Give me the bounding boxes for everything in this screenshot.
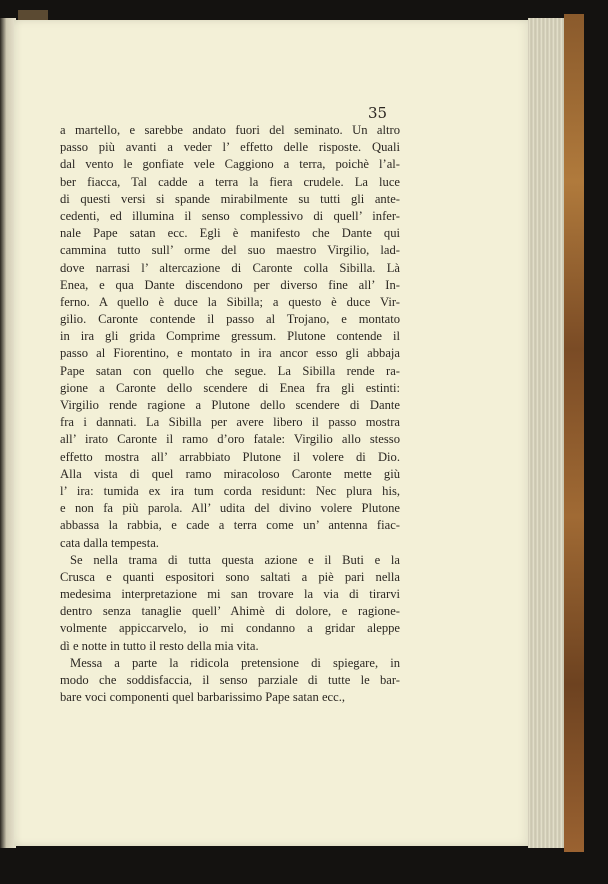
text-line: Crusca e quanti espositori sono saltati a piè pari nella xyxy=(60,569,400,584)
text-line: di questi versi si spande mirabilmente su tutti gli ante- xyxy=(60,191,400,206)
page-block-edge xyxy=(528,18,568,848)
text-line: ber fiacca, Tal cadde a terra la fiera crudele. La luce xyxy=(60,174,400,189)
text-line: medesima interpretazione mi san trovare la via di tirarvi xyxy=(60,587,400,602)
paragraph-1 xyxy=(60,122,400,552)
text-line: dentro senza tanaglie quell’ Ahimè di dolore, e ragione- xyxy=(60,604,400,619)
text-line: passo più avanti a veder l’ effetto delle risposte. Quali xyxy=(60,140,400,155)
text-line: all’ irato Caronte il ramo d’oro fatale: Virgilio allo stesso xyxy=(60,432,400,447)
paragraph-3 xyxy=(60,655,400,707)
book-cover-edge xyxy=(564,14,584,852)
text-line: cammina tutto sull’ orme del suo maestro Virgilio, lad- xyxy=(60,243,400,258)
text-line: a martello, e sarebbe andato fuori del seminato. Un altro xyxy=(60,123,400,137)
text-line: cedenti, ed illumina il senso complessivo di quell’ infer- xyxy=(60,208,400,223)
page-number: 35 xyxy=(368,104,388,122)
text-line: abbassa la rabbia, e cade a terra come un’ antenna fiac- xyxy=(60,518,400,533)
text-line: modo che soddisfaccia, il senso parziale di tutte le bar- xyxy=(60,673,400,687)
text-line: cata dalla tempesta. xyxy=(60,535,159,550)
text-line: Alla vista di quel ramo miracoloso Caronte mette giù xyxy=(60,466,400,481)
text-line: Pape satan con quello che segue. La Sibilla rende ra- xyxy=(60,363,400,378)
text-line: Messa a parte la ridicola pretensione di spiegare, in xyxy=(70,655,400,670)
paragraph-2 xyxy=(60,552,400,655)
text-line: Se nella trama di tutta questa azione e il Buti e la xyxy=(70,552,400,567)
text-line: l’ ira: tumida ex ira tum corda residunt: Nec plura his, xyxy=(60,483,400,498)
text-line: e non fa più parola. All’ udita del divino volere Plutone xyxy=(60,501,400,516)
text-line: in ira gli grida Comprime gressum. Plutone contende il xyxy=(60,329,400,344)
body-text xyxy=(60,122,400,706)
text-line: volmente appiccarvelo, io mi condanno a gridar aleppe xyxy=(60,621,400,636)
text-line: dì e notte in tutto il resto della mia vita. xyxy=(60,638,259,653)
text-line: effetto mostra all’ arrabbiato Plutone il volere di Dio. xyxy=(60,449,400,464)
text-line: bare voci componenti quel barbarissimo Pape satan ecc., xyxy=(60,690,346,705)
text-line: ferno. A quello è duce la Sibilla; a questo è duce Vir- xyxy=(60,294,400,309)
text-line: passo al Fiorentino, e montato in ira ancor esso gli abbaja xyxy=(60,346,400,361)
text-line: nale Pape satan ecc. Egli è manifesto che Dante qui xyxy=(60,226,400,241)
text-line: Enea, e qua Dante discendono per diverso fine all’ In- xyxy=(60,277,400,292)
text-line: dal vento le gonfiate vele Caggiono a terra, poichè l’al- xyxy=(60,157,400,172)
text-line: dove narrasi l’ altercazione di Caronte colla Sibilla. Là xyxy=(60,260,400,275)
text-line: fra i dannati. La Sibilla per avere libero il passo mostra xyxy=(60,415,400,430)
text-line: Virgilio rende ragione a Plutone dello scendere di Dante xyxy=(60,398,400,412)
text-line: gilio. Caronte contende il passo al Trojano, e montato xyxy=(60,312,400,327)
text-line: gione a Caronte dello scendere di Enea fra gli estinti: xyxy=(60,380,400,395)
